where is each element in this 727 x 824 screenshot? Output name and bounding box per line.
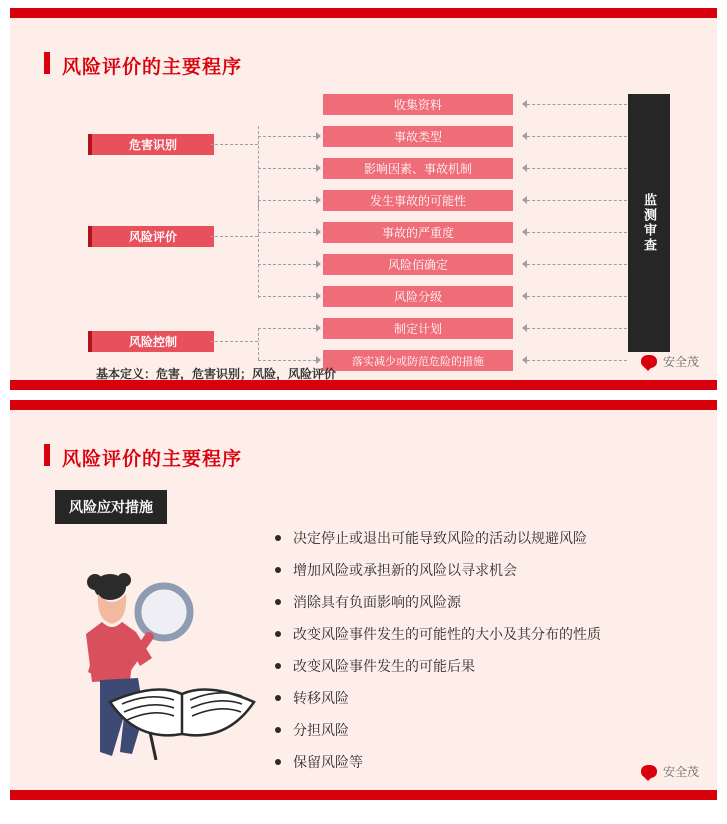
step-label: 影响因素、事故机制 bbox=[363, 162, 472, 176]
list-item-label: 改变风险事件发生的可能后果 bbox=[293, 658, 475, 674]
wechat-icon bbox=[641, 355, 657, 368]
list-item bbox=[275, 592, 695, 612]
brand-footer bbox=[641, 763, 699, 780]
connector-line bbox=[527, 136, 627, 137]
list-item bbox=[275, 528, 695, 548]
connector-line bbox=[258, 328, 259, 360]
monitor-review-bar bbox=[628, 94, 670, 352]
list-item-label: 改变风险事件发生的可能性的大小及其分布的性质 bbox=[293, 626, 601, 642]
step-label: 事故类型 bbox=[393, 130, 442, 144]
list-item-label: 决定停止或退出可能导致风险的活动以规避风险 bbox=[293, 530, 587, 546]
step-box bbox=[323, 94, 513, 115]
arrow-icon bbox=[316, 324, 321, 332]
step-box bbox=[323, 254, 513, 275]
bullet-dot-icon bbox=[275, 599, 281, 605]
arrow-icon bbox=[316, 164, 321, 172]
connector-line bbox=[527, 232, 627, 233]
arrow-icon bbox=[316, 292, 321, 300]
step-label: 落实减少或防范危险的措施 bbox=[352, 355, 484, 368]
basic-definition-note: 基本定义：危害，危害识别；风险，风险评价 bbox=[96, 367, 337, 381]
monitor-review-label: 监测审查 bbox=[642, 193, 657, 253]
step-box bbox=[323, 222, 513, 243]
connector-line bbox=[258, 126, 259, 208]
connector-line bbox=[258, 360, 316, 361]
step-label: 制定计划 bbox=[393, 322, 442, 336]
connector-line bbox=[258, 264, 316, 265]
connector-line bbox=[258, 328, 316, 329]
connector-line bbox=[527, 264, 627, 265]
connector-line bbox=[527, 200, 627, 201]
list-item-label: 消除具有负面影响的风险源 bbox=[293, 594, 461, 610]
category-label: 风险控制 bbox=[128, 335, 177, 349]
brand-name: 安全茂 bbox=[662, 355, 699, 369]
list-item-label: 增加风险或承担新的风险以寻求机会 bbox=[293, 562, 517, 578]
list-item-label: 保留风险等 bbox=[293, 754, 363, 770]
page-title: 风险评价的主要程序 bbox=[62, 449, 243, 470]
list-item bbox=[275, 656, 695, 676]
title-accent-bar bbox=[44, 444, 50, 466]
connector-line bbox=[210, 236, 258, 237]
connector-line bbox=[527, 360, 627, 361]
list-item bbox=[275, 752, 695, 772]
list-item-label: 分担风险 bbox=[293, 722, 349, 738]
category-hazard-identification bbox=[88, 134, 214, 155]
connector-line bbox=[527, 168, 627, 169]
arrow-icon bbox=[316, 132, 321, 140]
step-label: 收集资料 bbox=[393, 98, 442, 112]
person-reading-book-illustration bbox=[50, 560, 265, 760]
list-item bbox=[275, 720, 695, 740]
connector-line bbox=[527, 104, 627, 105]
connector-line bbox=[258, 136, 316, 137]
step-box bbox=[323, 126, 513, 147]
bullet-list bbox=[275, 528, 695, 784]
category-risk-control bbox=[88, 331, 214, 352]
category-label: 风险评价 bbox=[128, 230, 177, 244]
page-title: 风险评价的主要程序 bbox=[62, 57, 243, 78]
step-box bbox=[323, 350, 513, 371]
connector-line bbox=[210, 341, 258, 342]
list-item bbox=[275, 560, 695, 580]
connector-line bbox=[527, 296, 627, 297]
step-label: 风险分级 bbox=[393, 290, 442, 304]
slide-risk-response-measures bbox=[10, 400, 717, 800]
slide-risk-evaluation-process bbox=[10, 8, 717, 390]
list-item-label: 转移风险 bbox=[293, 690, 349, 706]
bullet-dot-icon bbox=[275, 759, 281, 765]
step-box bbox=[323, 318, 513, 339]
connector-line bbox=[258, 198, 259, 298]
connector-line bbox=[527, 328, 627, 329]
step-box bbox=[323, 158, 513, 179]
step-box bbox=[323, 286, 513, 307]
brand-footer bbox=[641, 353, 699, 370]
arrow-icon bbox=[316, 228, 321, 236]
connector-line bbox=[210, 144, 258, 145]
arrow-icon bbox=[316, 196, 321, 204]
bullet-dot-icon bbox=[275, 535, 281, 541]
step-box bbox=[323, 190, 513, 211]
arrow-icon bbox=[316, 260, 321, 268]
bullet-dot-icon bbox=[275, 631, 281, 637]
bullet-dot-icon bbox=[275, 567, 281, 573]
category-risk-evaluation bbox=[88, 226, 214, 247]
arrow-icon bbox=[316, 356, 321, 364]
section-tag: 风险应对措施 bbox=[55, 490, 167, 524]
list-item bbox=[275, 688, 695, 708]
step-label: 发生事故的可能性 bbox=[369, 194, 466, 208]
process-diagram bbox=[10, 78, 717, 381]
connector-line bbox=[258, 232, 316, 233]
list-item bbox=[275, 624, 695, 644]
bullet-dot-icon bbox=[275, 663, 281, 669]
category-label: 危害识别 bbox=[128, 138, 177, 152]
step-label: 事故的严重度 bbox=[381, 226, 454, 240]
brand-name: 安全茂 bbox=[662, 765, 699, 779]
title-accent-bar bbox=[44, 52, 50, 74]
bullet-dot-icon bbox=[275, 727, 281, 733]
step-label: 风险佰确定 bbox=[387, 258, 448, 272]
wechat-icon bbox=[641, 765, 657, 778]
bullet-dot-icon bbox=[275, 695, 281, 701]
connector-line bbox=[258, 296, 316, 297]
connector-line bbox=[258, 168, 316, 169]
connector-line bbox=[258, 200, 316, 201]
